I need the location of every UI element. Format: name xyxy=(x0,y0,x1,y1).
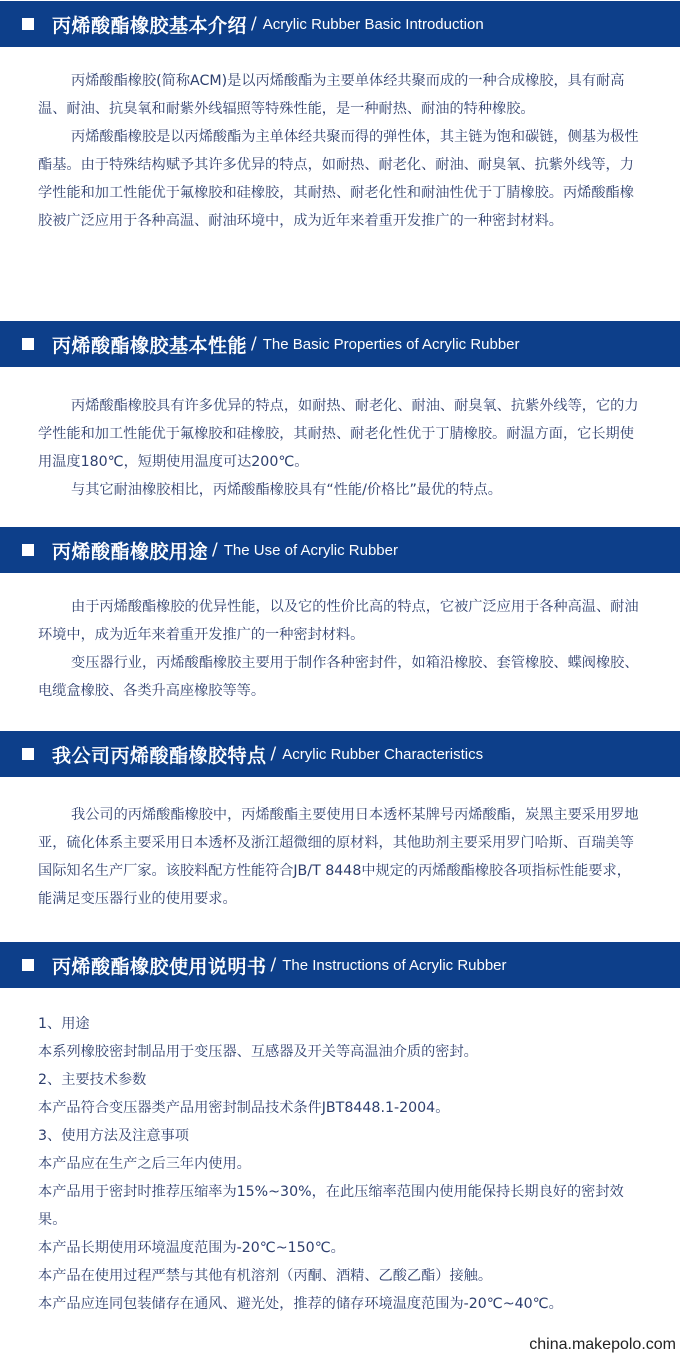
section-body-introduction xyxy=(38,67,644,235)
section-body-use xyxy=(38,593,644,705)
instruction-line: 本产品符合变压器类产品用密封制品技术条件JBT8448.1-2004。 xyxy=(38,1100,450,1116)
section-header-use xyxy=(0,527,680,573)
title-separator: / xyxy=(270,744,277,764)
square-bullet-icon xyxy=(22,544,34,556)
section-header-characteristics xyxy=(0,731,680,777)
title-separator: / xyxy=(251,14,257,34)
paragraph: 我公司的丙烯酸酯橡胶中，丙烯酸酯主要使用日本透杯某牌号丙烯酸酯，炭黑主要采用罗地亚，硫化体系主要采用日本透杯及浙江超微细的原材料，其他助剂主要采用罗门哈斯、百瑞美等国际知名生产厂家。该胶料配方性能符合JB/T 8448中规定的丙烯酸酯橡胶各项指标性能要求，能满足变压器行业的使用要求。 xyxy=(38,807,639,907)
section-header-introduction xyxy=(0,1,680,47)
title-separator: / xyxy=(251,334,257,354)
instruction-line: 本系列橡胶密封制品用于变压器、互感器及开关等高温油介质的密封。 xyxy=(38,1044,478,1060)
section-title-zh: 丙烯酸酯橡胶用途 xyxy=(52,540,209,563)
paragraph: 丙烯酸酯橡胶是以丙烯酸酯为主单体经共聚而得的弹性体，其主链为饱和碳链，侧基为极性酯基。由于特殊结构赋予其许多优异的特点，如耐热、耐老化、耐油、耐臭氧、抗紫外线等，力学性能和加工性能优于氟橡胶和硅橡胶，其耐热、耐老化性和耐油性优于丁腈橡胶。丙烯酸酯橡胶被广泛应用于各种高温、耐油环境中，成为近年来着重开发推广的一种密封材料。 xyxy=(38,129,639,229)
instruction-line: 3、使用方法及注意事项 xyxy=(38,1128,189,1144)
instruction-line: 1、用途 xyxy=(38,1016,90,1032)
paragraph: 变压器行业，丙烯酸酯橡胶主要用于制作各种密封件，如箱沿橡胶、套管橡胶、蝶阀橡胶、电缆盒橡胶、各类升高座橡胶等等。 xyxy=(38,655,639,699)
paragraph: 丙烯酸酯橡胶具有许多优异的特点，如耐热、耐老化、耐油、耐臭氧、抗紫外线等，它的力学性能和加工性能优于氟橡胶和硅橡胶，其耐热、耐老化性优于丁腈橡胶。耐温方面，它长期使用温度180℃，短期使用温度可达200℃。 xyxy=(38,398,639,470)
watermark: china.makepolo.com xyxy=(529,1336,676,1353)
square-bullet-icon xyxy=(22,338,34,350)
section-title-en: The Instructions of Acrylic Rubber xyxy=(282,956,507,974)
section-title-en: Acrylic Rubber Characteristics xyxy=(282,745,484,763)
square-bullet-icon xyxy=(22,748,34,760)
square-bullet-icon xyxy=(22,959,34,971)
section-title-en: Acrylic Rubber Basic Introduction xyxy=(262,15,484,33)
paragraph: 与其它耐油橡胶相比，丙烯酸酯橡胶具有“性能/价格比”最优的特点。 xyxy=(71,482,502,498)
square-bullet-icon xyxy=(22,18,34,30)
paragraph: 丙烯酸酯橡胶(简称ACM)是以丙烯酸酯为主要单体经共聚而成的一种合成橡胶，具有耐高温、耐油、抗臭氧和耐紫外线辐照等特殊性能，是一种耐热、耐油的特种橡胶。 xyxy=(38,73,625,117)
instruction-line: 本产品在使用过程严禁与其他有机溶剂（丙酮、酒精、乙酸乙酯）接触。 xyxy=(38,1268,493,1284)
section-title-zh: 丙烯酸酯橡胶使用说明书 xyxy=(52,955,267,978)
section-header-properties xyxy=(0,321,680,367)
section-header-instructions xyxy=(0,942,680,988)
section-title-en: The Use of Acrylic Rubber xyxy=(223,541,398,559)
instruction-line: 本产品应在生产之后三年内使用。 xyxy=(38,1156,251,1172)
instruction-line: 本产品应连同包装储存在通风、避光处，推荐的储存环境温度范围为-20℃~40℃。 xyxy=(38,1296,563,1312)
instruction-line: 本产品用于密封时推荐压缩率为15%~30%，在此压缩率范围内使用能保持长期良好的密封效果。 xyxy=(38,1184,624,1228)
section-body-characteristics xyxy=(38,801,644,913)
section-title-zh: 丙烯酸酯橡胶基本性能 xyxy=(52,334,248,357)
title-separator: / xyxy=(212,540,218,560)
section-title-zh: 我公司丙烯酸酯橡胶特点 xyxy=(52,744,267,767)
instruction-line: 本产品长期使用环境温度范围为-20℃~150℃。 xyxy=(38,1240,345,1256)
section-title-en: The Basic Properties of Acrylic Rubber xyxy=(262,335,520,353)
paragraph: 由于丙烯酸酯橡胶的优异性能，以及它的性价比高的特点，它被广泛应用于各种高温、耐油环境中，成为近年来着重开发推广的一种密封材料。 xyxy=(38,599,639,643)
section-title-zh: 丙烯酸酯橡胶基本介绍 xyxy=(52,14,248,37)
title-separator: / xyxy=(270,955,277,975)
section-body-properties xyxy=(38,392,644,504)
section-body-instructions xyxy=(38,1010,644,1318)
instruction-line: 2、主要技术参数 xyxy=(38,1072,147,1088)
